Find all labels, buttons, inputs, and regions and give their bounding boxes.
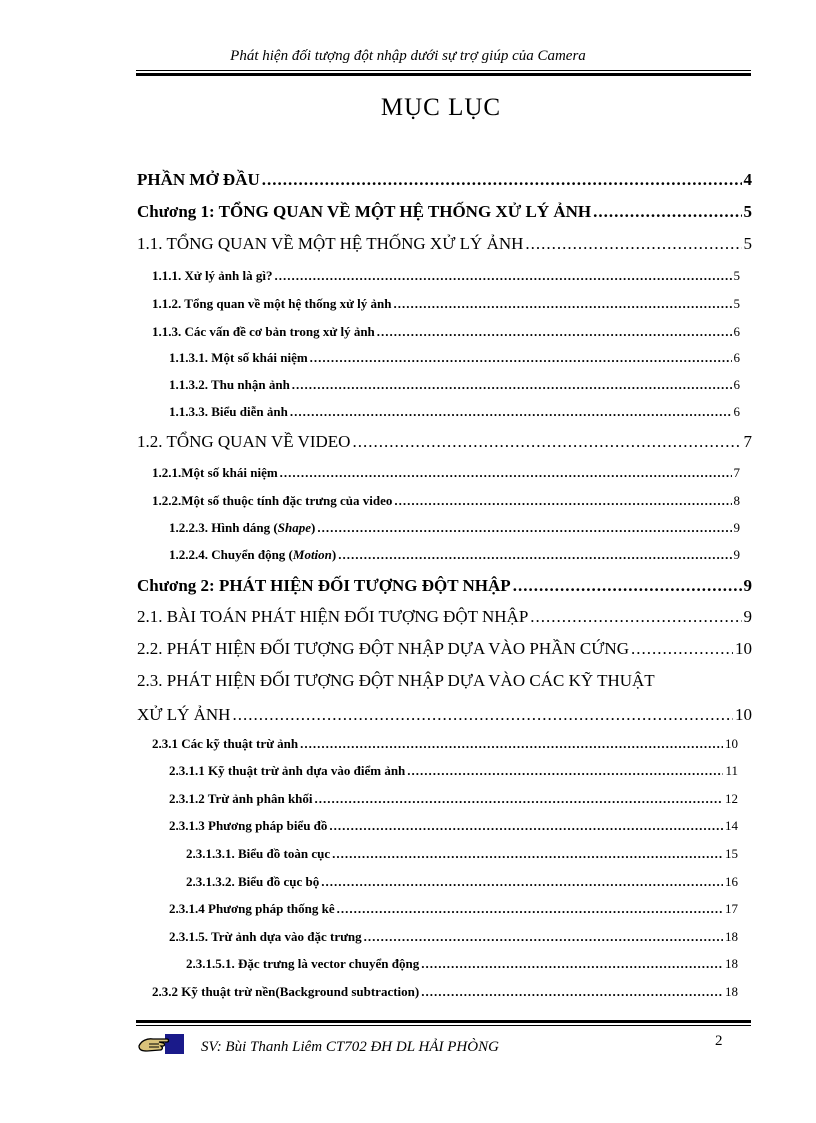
toc-entry-label: Chương 2: PHÁT HIỆN ĐỐI TƯỢNG ĐỘT NHẬP <box>137 576 511 595</box>
toc-leader <box>321 874 723 890</box>
toc-entry-label: 2.3.1.4 Phương pháp thống kê <box>169 901 335 916</box>
page-number: 2 <box>715 1033 723 1049</box>
toc-leader <box>364 929 723 945</box>
toc-entry[interactable] <box>152 268 740 284</box>
toc-entry-page: 18 <box>725 984 738 999</box>
toc-leader <box>525 234 741 254</box>
toc-leader <box>300 736 723 752</box>
toc-entry-label: 1.2.2.3. Hình dáng (Shape) <box>169 520 316 535</box>
toc-entry-label: 2.3.2 Kỹ thuật trừ nền(Background subtraction) <box>152 984 420 999</box>
toc-entry-page: 5 <box>743 202 752 221</box>
toc-leader <box>275 268 732 284</box>
toc-entry-page: 9 <box>743 607 752 626</box>
toc-entry-label: 2.3. PHÁT HIỆN ĐỐI TƯỢNG ĐỘT NHẬP DỰA VÀO CÁC KỸ THUẬT <box>137 671 655 690</box>
running-header: Phát hiện đối tượng đột nhập dưới sự trợ giúp của Camera <box>230 48 586 64</box>
toc-entry-label: 2.3.1.5. Trừ ảnh dựa vào đặc trưng <box>169 929 362 944</box>
toc-leader <box>332 846 723 862</box>
toc-entry-label: 1.1.2. Tổng quan về một hệ thống xử lý ảnh <box>152 296 392 311</box>
toc-heading: MỤC LỤC <box>380 94 502 121</box>
toc-leader <box>513 576 742 596</box>
toc-entry-page: 14 <box>725 818 738 833</box>
toc-leader <box>232 705 733 725</box>
toc-entry-label: 2.3.1.3 Phương pháp biểu đồ <box>169 818 328 833</box>
toc-entry[interactable] <box>152 296 740 312</box>
toc-leader <box>530 607 741 627</box>
toc-entry[interactable] <box>137 576 752 596</box>
toc-entry[interactable] <box>137 705 752 725</box>
footer-rule-thin <box>136 1025 751 1026</box>
toc-entry-page: 18 <box>725 956 738 971</box>
toc-entry[interactable] <box>169 350 740 366</box>
toc-entry-label: 1.1.3.1. Một số khái niệm <box>169 350 308 365</box>
toc-entry[interactable] <box>169 818 738 834</box>
toc-entry[interactable] <box>186 874 738 890</box>
toc-entry[interactable] <box>137 607 752 627</box>
toc-leader <box>337 901 723 917</box>
toc-leader <box>352 432 741 452</box>
toc-entry[interactable] <box>152 324 740 340</box>
toc-entry-page: 9 <box>733 547 740 562</box>
toc-entry[interactable] <box>169 377 740 393</box>
toc-entry-label: 1.1.3.3. Biểu diễn ảnh <box>169 404 288 419</box>
toc-leader <box>329 818 723 834</box>
toc-entry-label: 2.3.1.3.1. Biểu đồ toàn cục <box>186 846 331 861</box>
toc-entry-label: 2.3.1.2 Trừ ảnh phân khối <box>169 791 313 806</box>
toc-entry-page: 6 <box>733 350 740 365</box>
toc-entry-page: 6 <box>733 377 740 392</box>
toc-leader <box>407 763 723 779</box>
toc-entry-page: 11 <box>725 763 738 778</box>
toc-entry-page: 6 <box>733 404 740 419</box>
toc-leader <box>280 465 732 481</box>
toc-leader <box>262 170 742 190</box>
toc-entry[interactable] <box>169 929 738 945</box>
toc-entry[interactable] <box>169 791 738 807</box>
toc-entry-label: PHẦN MỞ ĐẦU <box>137 170 260 189</box>
toc-leader <box>421 984 723 1000</box>
toc-leader <box>631 639 733 659</box>
toc-entry-label: 2.3.1 Các kỹ thuật trừ ảnh <box>152 736 299 751</box>
toc-entry-page: 9 <box>733 520 740 535</box>
toc-entry[interactable] <box>137 234 752 254</box>
toc-entry-label: 2.3.1.5.1. Đặc trưng là vector chuyển động <box>186 956 420 971</box>
toc-entry-label: 1.2. TỔNG QUAN VỀ VIDEO <box>137 432 351 451</box>
toc-entry-label: 1.2.1.Một số khái niệm <box>152 465 278 480</box>
toc-entry[interactable] <box>152 493 740 509</box>
toc-leader <box>290 404 732 420</box>
footer-rule-thick <box>136 1020 751 1023</box>
hand-pointer-logo-icon <box>137 1033 185 1055</box>
toc-leader <box>310 350 732 366</box>
toc-entry-page: 10 <box>735 639 752 658</box>
toc-entry[interactable] <box>169 901 738 917</box>
toc-leader <box>394 493 731 509</box>
toc-entry-label: 1.2.2.4. Chuyển động (Motion) <box>169 547 337 562</box>
toc-entry-page: 17 <box>725 901 738 916</box>
toc-entry-page: 5 <box>743 234 752 253</box>
toc-entry-page: 7 <box>743 432 752 451</box>
toc-entry-label: 1.1.3. Các vấn đề cơ bản trong xử lý ảnh <box>152 324 375 339</box>
toc-entry[interactable] <box>169 547 740 563</box>
toc-entry-label: 2.3.1.1 Kỹ thuật trừ ảnh dựa vào điểm ảnh <box>169 763 406 778</box>
toc-entry[interactable] <box>152 984 738 1000</box>
toc-entry-line1[interactable] <box>137 671 752 691</box>
toc-entry-page: 5 <box>733 268 740 283</box>
toc-leader <box>338 547 731 563</box>
toc-entry-label: 2.3.1.3.2. Biểu đồ cục bộ <box>186 874 320 889</box>
toc-entry[interactable] <box>169 520 740 536</box>
toc-leader <box>593 202 741 222</box>
toc-entry-label: Chương 1: TỔNG QUAN VỀ MỘT HỆ THỐNG XỬ LÝ ẢNH <box>137 202 592 221</box>
toc-entry[interactable] <box>186 956 738 972</box>
toc-leader <box>377 324 732 340</box>
toc-entry-label: 2.1. BÀI TOÁN PHÁT HIỆN ĐỐI TƯỢNG ĐỘT NHẬP <box>137 607 529 626</box>
toc-entry-page: 18 <box>725 929 738 944</box>
toc-leader <box>393 296 731 312</box>
toc-leader <box>317 520 731 536</box>
toc-entry-page: 10 <box>725 736 738 751</box>
toc-entry[interactable] <box>137 170 752 190</box>
toc-entry-label: 2.2. PHÁT HIỆN ĐỐI TƯỢNG ĐỘT NHẬP DỰA VÀO PHẦN CỨNG <box>137 639 629 658</box>
toc-entry-label: 1.1.3.2. Thu nhận ảnh <box>169 377 290 392</box>
toc-entry-label: 1.1.1. Xử lý ảnh là gì? <box>152 268 273 283</box>
toc-leader <box>315 791 723 807</box>
toc-entry-label: 1.1. TỔNG QUAN VỀ MỘT HỆ THỐNG XỬ LÝ ẢNH <box>137 234 524 253</box>
toc-leader <box>292 377 732 393</box>
toc-entry-page: 15 <box>725 846 738 861</box>
toc-entry[interactable] <box>152 736 738 752</box>
toc-entry[interactable] <box>137 639 752 659</box>
toc-entry-page: 7 <box>733 465 740 480</box>
toc-entry-page: 16 <box>725 874 738 889</box>
toc-entry-label: 1.2.2.Một số thuộc tính đặc trưng của video <box>152 493 393 508</box>
toc-leader <box>421 956 723 972</box>
toc-entry[interactable] <box>186 846 738 862</box>
toc-entry-page: 9 <box>743 576 752 595</box>
toc-entry[interactable] <box>152 465 740 481</box>
toc-entry[interactable] <box>169 404 740 420</box>
toc-entry[interactable] <box>137 202 752 222</box>
toc-entry-page: 6 <box>733 324 740 339</box>
toc-entry[interactable] <box>169 763 738 779</box>
footer-author: SV: Bùi Thanh Liêm CT702 ĐH DL HẢI PHÒNG <box>201 1039 499 1055</box>
toc-entry-page: 12 <box>725 791 738 806</box>
toc-entry[interactable] <box>137 432 752 452</box>
toc-entry-page: 10 <box>735 705 752 724</box>
toc-entry-page: 4 <box>743 170 752 189</box>
toc-entry-page: 5 <box>733 296 740 311</box>
toc-entry-page: 8 <box>733 493 740 508</box>
toc-entry-label: XỬ LÝ ẢNH <box>137 705 231 724</box>
